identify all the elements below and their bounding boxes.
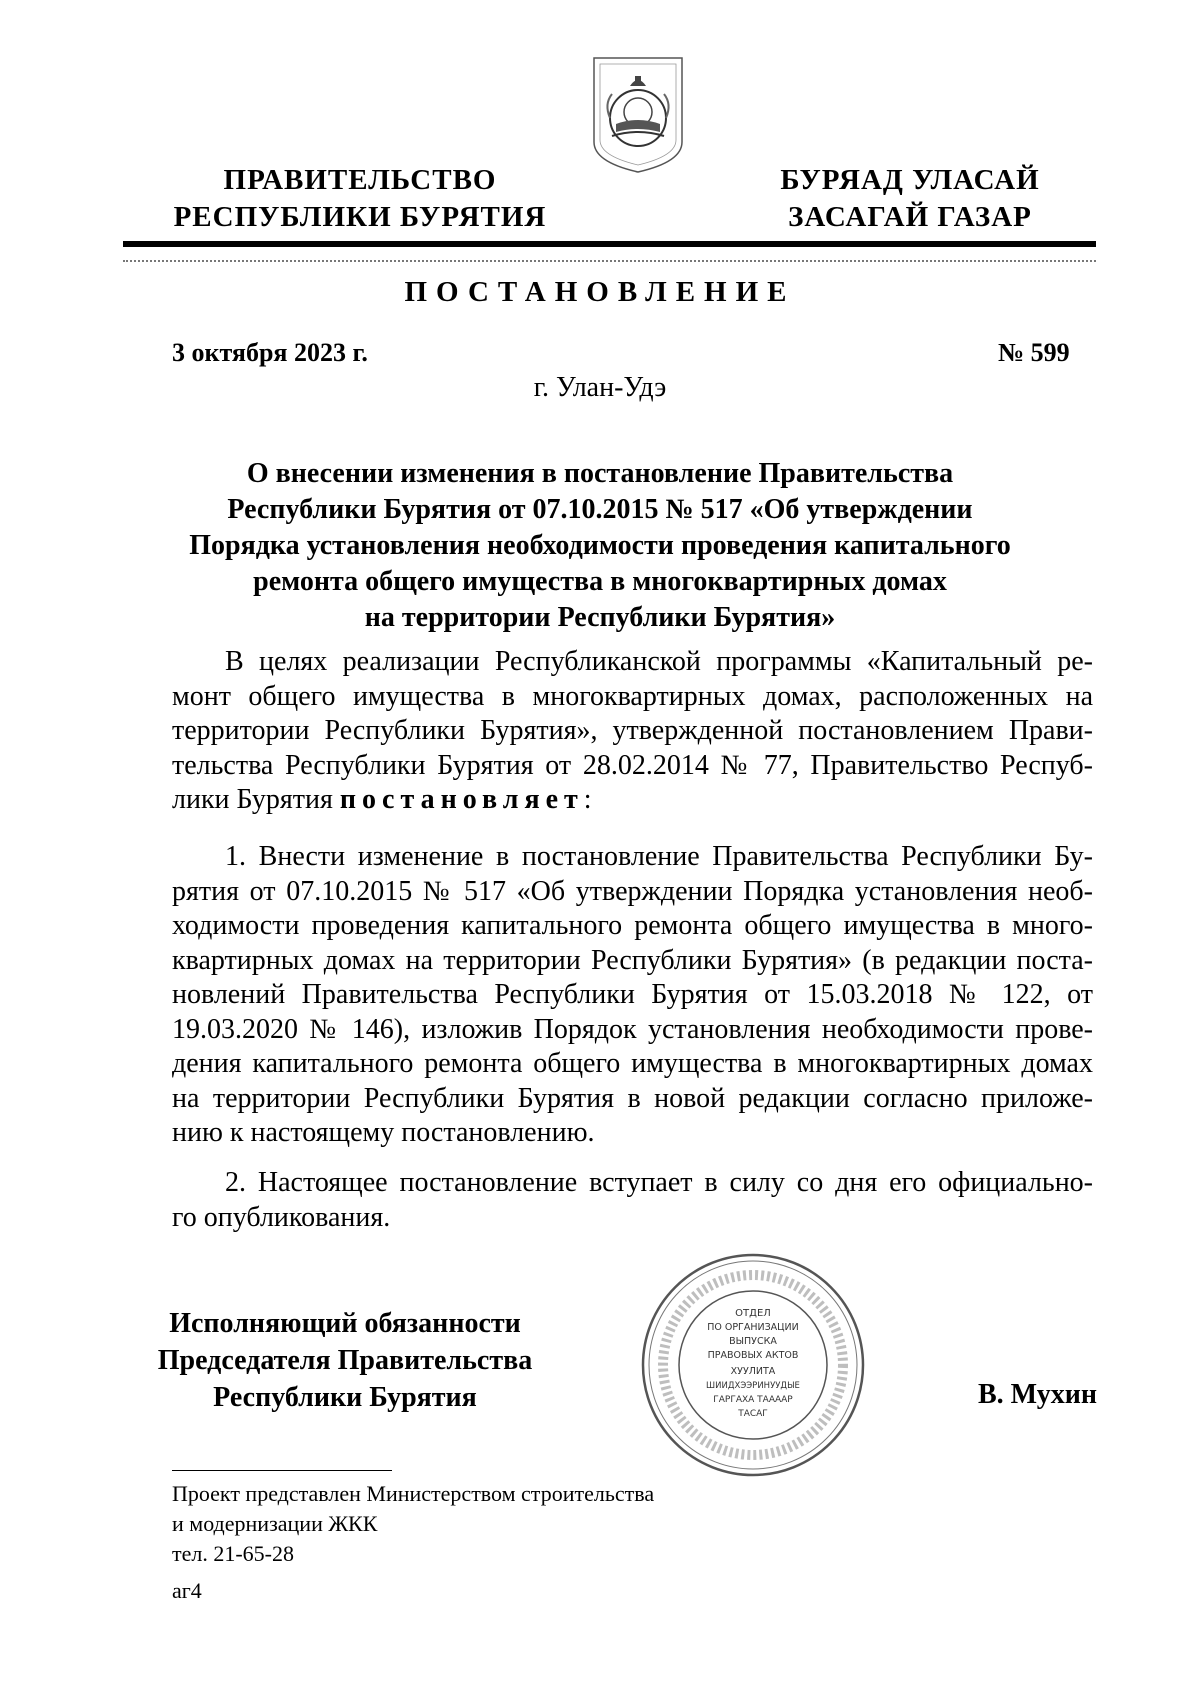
org-name-buryat (745, 162, 1075, 236)
header-divider-dotted (123, 260, 1096, 262)
document-type: ПОСТАНОВЛЕНИЕ (404, 276, 796, 308)
title-line: на территории Республики Бурятия» (364, 602, 836, 633)
document-number: № 599 (998, 338, 1070, 367)
seal-text-line: ПО ОРГАНИЗАЦИИ (707, 1322, 799, 1333)
paragraph-line: 19.03.2020 № 146), изложив Порядок установления необходимости прове- (172, 1013, 1093, 1045)
document-city: г. Улан-Удэ (533, 372, 667, 403)
item-1-paragraph (172, 840, 1093, 1151)
decree-word: постановляет (339, 784, 584, 815)
org-name-line: БУРЯАД УЛАСАЙ (780, 164, 1040, 196)
signer-position-line: Республики Бурятия (213, 1382, 477, 1413)
signer-position-line: Исполняющий обязанности (169, 1308, 521, 1339)
footer-note (172, 1479, 654, 1569)
paragraph-line: тельства Республики Бурятия от 28.02.2014 № 77, Правительство Респуб- (172, 749, 1093, 781)
title-line: Порядка установления необходимости проведения капитального (189, 530, 1011, 561)
header-divider (123, 241, 1096, 247)
seal-text-line: ВЫПУСКА (729, 1336, 777, 1347)
item-2-paragraph (172, 1166, 1093, 1235)
paragraph-line: рятия от 07.10.2015 № 517 «Об утверждении Порядка установления необ- (172, 875, 1093, 907)
footer-divider (172, 1470, 392, 1471)
paragraph-line: 1. Внести изменение в постановление Правительства Республики Бу- (225, 841, 1093, 872)
org-name-line: ЗАСАГАЙ ГАЗАР (788, 201, 1032, 233)
paragraph-line: го опубликования. (172, 1201, 391, 1233)
seal-text-line: ШИИДХЭЭРИНУУДЫЕ (706, 1381, 800, 1391)
paragraph-line: новлений Правительства Республики Бурятия от 15.03.2018 № 122, от (172, 979, 1093, 1010)
paragraph-line: территории Республики Бурятия», утвержденной постановлением Прави- (172, 715, 1093, 746)
preamble-paragraph (172, 645, 1093, 818)
paragraph-line: 2. Настоящее постановление вступает в силу со дня его официально- (225, 1167, 1093, 1198)
seal-text-line: ТАСАГ (738, 1409, 768, 1419)
title-line: О внесении изменения в постановление Правительства (246, 458, 954, 489)
signer-position-line: Председателя Правительства (157, 1345, 533, 1376)
paragraph-line: монт общего имущества в многоквартирных домах, расположенных на (172, 680, 1093, 712)
coat-of-arms-icon (590, 54, 686, 176)
seal-text-line: ХУУЛИТА (730, 1366, 776, 1377)
paragraph-line (172, 783, 1093, 818)
org-name-line: РЕСПУБЛИКИ БУРЯТИЯ (173, 201, 547, 233)
decree-colon: : (583, 784, 592, 815)
seal-text-line: ОТДЕЛ (735, 1308, 771, 1319)
document-title (160, 456, 1040, 636)
document-date: 3 октября 2023 г. (172, 338, 368, 367)
footer-line: тел. 21-65-28 (172, 1541, 295, 1566)
title-line: Республики Бурятия от 07.10.2015 № 517 «Об утверждении (227, 494, 973, 525)
paragraph-line: нию к настоящему постановлению. (172, 1117, 595, 1148)
footer-line: и модернизации ЖКК (172, 1511, 378, 1536)
paragraph-line: В целях реализации Республиканской программы «Капитальный ре- (225, 646, 1093, 677)
paragraph-line: дения капитального ремонта общего имущества в многоквартирных домах (172, 1048, 1093, 1079)
title-line: ремонта общего имущества в многоквартирных домах (253, 566, 947, 597)
paragraph-line: на территории Республики Бурятия в новой редакции согласно приложе- (172, 1082, 1093, 1114)
signer-name: В. Мухин (978, 1379, 1097, 1410)
footer-line: Проект представлен Министерством строительства (172, 1481, 655, 1506)
seal-text-line: ПРАВОВЫХ АКТОВ (707, 1350, 799, 1361)
paragraph-text: лики Бурятия (172, 784, 333, 815)
footer-code: аг4 (172, 1578, 202, 1603)
org-name-line: ПРАВИТЕЛЬСТВО (223, 164, 497, 196)
signer-position (150, 1305, 540, 1416)
paragraph-line: квартирных домах на территории Республики Бурятия» (в редакции поста- (172, 944, 1093, 976)
official-seal-icon (640, 1252, 866, 1478)
paragraph-line: ходимости проведения капитального ремонта общего имущества в много- (172, 910, 1093, 941)
org-name-russian (170, 162, 550, 236)
seal-text-line: ГАРГАХА ТААААР (713, 1395, 793, 1405)
